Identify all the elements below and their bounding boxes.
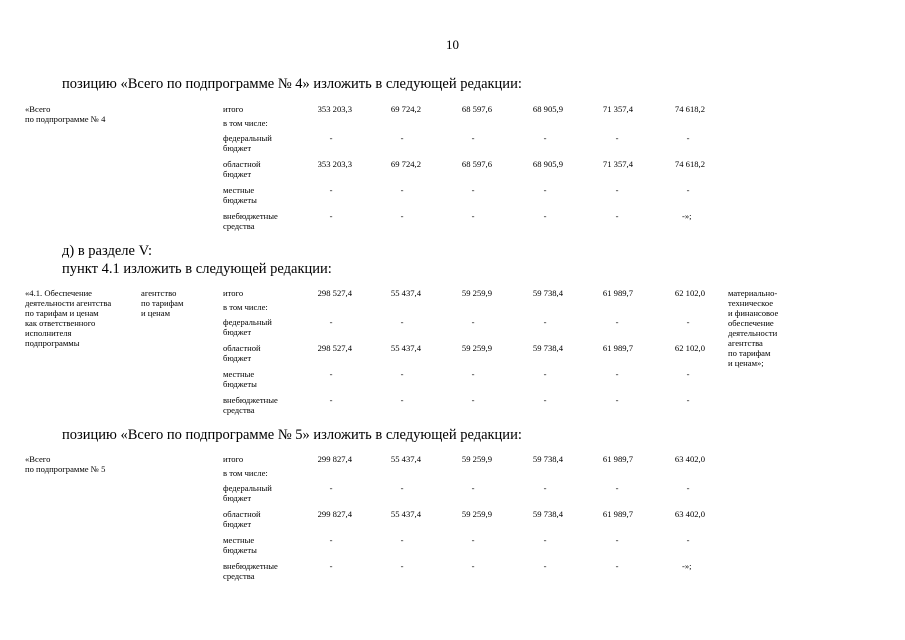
- value-cell: 61 989,7: [602, 343, 633, 353]
- result-column-line: техническое: [728, 298, 774, 308]
- responsible-column-line: и ценам: [141, 308, 171, 318]
- value-cell: 55 437,4: [390, 343, 421, 353]
- value-cell: 59 259,9: [461, 454, 492, 464]
- value-cell: -: [329, 211, 333, 221]
- value-cell: -: [615, 395, 619, 405]
- row-label: местные: [223, 369, 255, 379]
- value-cell: 69 724,2: [390, 104, 421, 114]
- row-label: итого: [223, 454, 244, 464]
- value-cell: -: [471, 561, 475, 571]
- value-cell: 55 437,4: [390, 454, 421, 464]
- value-cell: -: [686, 535, 690, 545]
- block3-heading: позицию «Всего по подпрограмме № 5» изложить в следующей редакции:: [62, 427, 522, 443]
- row-label: областной: [223, 343, 261, 353]
- row-label: итого: [223, 104, 244, 114]
- value-cell: 353 203,3: [317, 104, 352, 114]
- value-cell: -»;: [682, 211, 692, 221]
- value-cell: -: [615, 317, 619, 327]
- row-label: бюджеты: [223, 545, 257, 555]
- value-cell: 299 827,4: [317, 509, 352, 519]
- value-cell: -: [543, 185, 547, 195]
- row-label: внебюджетные: [223, 561, 278, 571]
- value-cell: -: [400, 185, 404, 195]
- value-cell: -: [329, 369, 333, 379]
- first-column-line: по подпрограмме № 4: [25, 114, 106, 124]
- value-cell: 68 597,6: [461, 159, 492, 169]
- value-cell: -: [471, 317, 475, 327]
- value-cell: -: [543, 211, 547, 221]
- value-cell: 62 102,0: [674, 288, 705, 298]
- row-label: федеральный: [223, 483, 272, 493]
- value-cell: 59 738,4: [532, 509, 563, 519]
- row-label: бюджет: [223, 493, 252, 503]
- first-column-line: деятельности агентства: [25, 298, 112, 308]
- value-cell: 353 203,3: [317, 159, 352, 169]
- value-cell: -: [543, 535, 547, 545]
- value-cell: -: [471, 395, 475, 405]
- row-label: областной: [223, 509, 261, 519]
- row-label: федеральный: [223, 317, 272, 327]
- value-cell: -: [329, 185, 333, 195]
- responsible-column-line: по тарифам: [141, 298, 184, 308]
- value-cell: 59 259,9: [461, 509, 492, 519]
- value-cell: -: [329, 395, 333, 405]
- value-cell: -: [471, 211, 475, 221]
- value-cell: -: [400, 395, 404, 405]
- value-cell: 68 905,9: [532, 104, 563, 114]
- value-cell: -: [615, 211, 619, 221]
- value-cell: -: [686, 317, 690, 327]
- value-cell: -: [471, 133, 475, 143]
- result-column-line: агентства: [728, 338, 763, 348]
- row-label: бюджет: [223, 519, 252, 529]
- value-cell: -: [615, 185, 619, 195]
- result-column-line: и финансовое: [728, 308, 779, 318]
- value-cell: -: [400, 369, 404, 379]
- value-cell: -: [543, 561, 547, 571]
- row-label: бюджет: [223, 327, 252, 337]
- row-label: в том числе:: [223, 118, 268, 128]
- block1-heading: позицию «Всего по подпрограмме № 4» изложить в следующей редакции:: [62, 76, 522, 92]
- value-cell: 74 618,2: [674, 159, 705, 169]
- value-cell: -: [329, 483, 333, 493]
- value-cell: -: [400, 561, 404, 571]
- value-cell: 71 357,4: [602, 104, 633, 114]
- result-column-line: по тарифам: [728, 348, 771, 358]
- value-cell: 69 724,2: [390, 159, 421, 169]
- row-label: бюджет: [223, 353, 252, 363]
- value-cell: 55 437,4: [390, 509, 421, 519]
- row-label: средства: [223, 571, 255, 581]
- row-label: средства: [223, 405, 255, 415]
- first-column-line: как ответственного: [25, 318, 96, 328]
- responsible-column-line: агентство: [141, 288, 177, 298]
- value-cell: -»;: [682, 561, 692, 571]
- value-cell: 55 437,4: [390, 288, 421, 298]
- value-cell: -: [471, 535, 475, 545]
- row-label: местные: [223, 185, 255, 195]
- value-cell: -: [329, 535, 333, 545]
- value-cell: 63 402,0: [674, 454, 705, 464]
- value-cell: 62 102,0: [674, 343, 705, 353]
- row-label: в том числе:: [223, 302, 268, 312]
- result-column-line: деятельности: [728, 328, 778, 338]
- value-cell: -: [471, 483, 475, 493]
- value-cell: -: [615, 561, 619, 571]
- value-cell: 68 597,6: [461, 104, 492, 114]
- value-cell: 59 738,4: [532, 343, 563, 353]
- result-column-line: материально-: [728, 288, 778, 298]
- value-cell: 298 527,4: [317, 288, 352, 298]
- first-column-line: по подпрограмме № 5: [25, 464, 106, 474]
- value-cell: -: [686, 483, 690, 493]
- value-cell: 59 259,9: [461, 343, 492, 353]
- value-cell: -: [329, 317, 333, 327]
- result-column-line: и ценам»;: [728, 358, 764, 368]
- value-cell: -: [615, 133, 619, 143]
- value-cell: 61 989,7: [602, 509, 633, 519]
- first-column-line: «4.1. Обеспечение: [25, 288, 92, 298]
- first-column-line: по тарифам и ценам: [25, 308, 99, 318]
- value-cell: -: [686, 185, 690, 195]
- row-label: в том числе:: [223, 468, 268, 478]
- row-label: бюджет: [223, 143, 252, 153]
- value-cell: -: [329, 133, 333, 143]
- value-cell: -: [400, 483, 404, 493]
- value-cell: -: [686, 133, 690, 143]
- row-label: бюджеты: [223, 195, 257, 205]
- row-label: федеральный: [223, 133, 272, 143]
- value-cell: 299 827,4: [317, 454, 352, 464]
- first-column-line: подпрограммы: [25, 338, 80, 348]
- section-d-line1: д) в разделе V:: [62, 243, 152, 259]
- value-cell: -: [615, 535, 619, 545]
- value-cell: 59 738,4: [532, 288, 563, 298]
- section-d-line2: пункт 4.1 изложить в следующей редакции:: [62, 261, 332, 277]
- value-cell: -: [543, 369, 547, 379]
- row-label: местные: [223, 535, 255, 545]
- value-cell: -: [400, 535, 404, 545]
- value-cell: 61 989,7: [602, 288, 633, 298]
- page-number: 10: [446, 37, 459, 52]
- value-cell: 68 905,9: [532, 159, 563, 169]
- first-column-line: «Всего: [25, 104, 51, 114]
- first-column-line: исполнителя: [25, 328, 72, 338]
- value-cell: -: [400, 317, 404, 327]
- row-label: внебюджетные: [223, 211, 278, 221]
- value-cell: -: [615, 369, 619, 379]
- row-label: внебюджетные: [223, 395, 278, 405]
- row-label: бюджет: [223, 169, 252, 179]
- value-cell: -: [543, 483, 547, 493]
- value-cell: -: [686, 369, 690, 379]
- value-cell: 59 738,4: [532, 454, 563, 464]
- value-cell: -: [686, 395, 690, 405]
- value-cell: -: [329, 561, 333, 571]
- value-cell: 298 527,4: [317, 343, 352, 353]
- value-cell: -: [400, 211, 404, 221]
- value-cell: -: [543, 317, 547, 327]
- value-cell: -: [471, 369, 475, 379]
- value-cell: 71 357,4: [602, 159, 633, 169]
- value-cell: -: [543, 133, 547, 143]
- value-cell: 61 989,7: [602, 454, 633, 464]
- value-cell: -: [543, 395, 547, 405]
- value-cell: 74 618,2: [674, 104, 705, 114]
- value-cell: -: [615, 483, 619, 493]
- value-cell: 59 259,9: [461, 288, 492, 298]
- value-cell: -: [471, 185, 475, 195]
- value-cell: -: [400, 133, 404, 143]
- row-label: средства: [223, 221, 255, 231]
- first-column-line: «Всего: [25, 454, 51, 464]
- row-label: областной: [223, 159, 261, 169]
- row-label: бюджеты: [223, 379, 257, 389]
- row-label: итого: [223, 288, 244, 298]
- value-cell: 63 402,0: [674, 509, 705, 519]
- result-column-line: обеспечение: [728, 318, 774, 328]
